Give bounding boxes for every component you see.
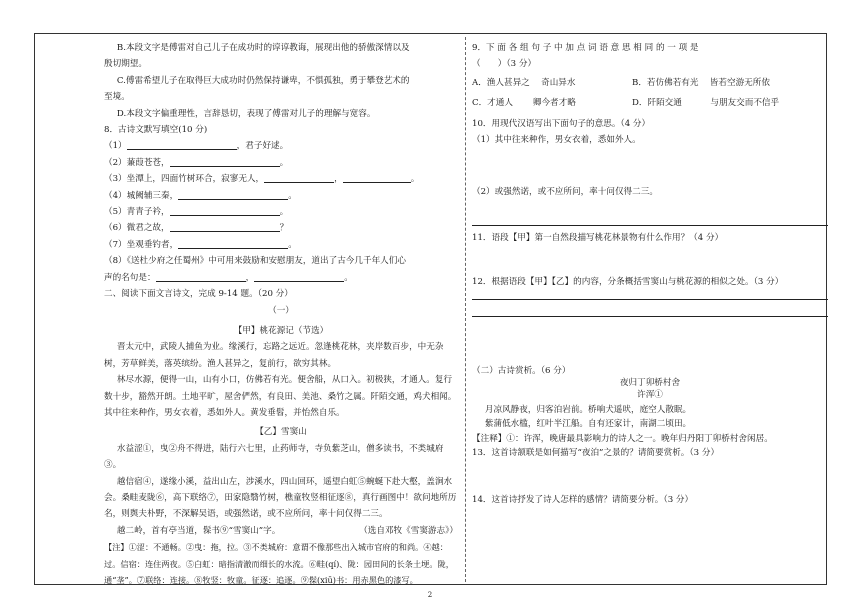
answer-blank[interactable] [343, 172, 411, 183]
q13-stem: 13．这首诗颔联是如何描写“夜泊”之景的？请简要赏析。（3 分） [472, 448, 720, 459]
q8-item-8: （8）《送杜少府之任蜀州》中可用来鼓励和安慰朋友，道出了古今几千年人们心 [104, 256, 406, 267]
passage-jia-title: 【甲】桃花源记（节选） [233, 325, 329, 336]
answer-blank[interactable] [170, 156, 280, 167]
passage-source: （选自邓牧《雪窦游志》） [359, 525, 458, 536]
answer-blank[interactable] [178, 189, 288, 200]
q10-1: （1）其中往来种作，男女衣着，悉如外人。 [472, 135, 641, 146]
passage-jia-p2: 林尽水源，便得一山，山有小口，仿佛若有光。便舍船，从口入。初极狭，才通人。复行数十步，豁然开朗。土地平旷，屋舍俨然，有良田、美池、桑竹之属。阡陌交通，鸡犬相闻。其中往来种作，男女衣着，悉如外人。黄发垂髫，并怡然自乐。 [104, 375, 457, 418]
subsection-2: （二）古诗赏析。（6 分） [472, 365, 571, 376]
q8-item-6: （6）微君之故， ？ [104, 223, 289, 234]
q8-item-1: （1） ，君子好逑。 [104, 141, 289, 152]
answer-blank[interactable] [127, 139, 237, 150]
right-column [472, 40, 828, 508]
poem-line-1: 月凉风静夜，归客泊岩前。桥响犬遥吠，庭空人散眠。 [484, 404, 692, 415]
q8-title: 8．古诗文默写填空(10 分) [104, 125, 208, 136]
q9-options-ab [472, 75, 828, 91]
answer-blank[interactable] [170, 205, 280, 216]
passage-notes: 【注】①涩：不通畅。②曳：拖，拉。③不类城府：意谓不像那些出入城市官府的和尚。④越：过。信宿：连住两夜。⑤白虹：暗指清澈而细长的水流。⑥畦(qí)、陇：园田间的长条土埂。陇，通“垄”。⑦联络：连接。⑧牧竖：牧童。征逐：追逐。⑨髹(xiū)书：用赤黑色的漆写。 [104, 542, 454, 585]
q9-options-cd [472, 95, 828, 111]
left-column [104, 40, 458, 588]
answer-blank[interactable] [254, 271, 344, 282]
answer-line[interactable] [472, 211, 828, 226]
poem-author: 许浑① [637, 390, 663, 401]
poem-title: 夜归丁卯桥村舍 [619, 378, 681, 389]
answer-blank[interactable] [264, 172, 334, 183]
passage-yi-title: 【乙】雪窦山 [255, 427, 307, 438]
page-number: 2 [427, 591, 433, 599]
subsection-1: （一） [268, 305, 294, 316]
q9-option-c: C．才通人 卿今者才略 [472, 98, 576, 109]
answer-line[interactable] [472, 291, 828, 300]
q9-option-b: B．若仿佛若有光 皆若空游无所依 [632, 77, 770, 88]
q8-item-3: （3）坐潭上，四面竹树环合，寂寥无人， ， 。 [104, 174, 420, 185]
option-c: C.傅雷希望儿子在取得巨大成功时仍然保持谦卑，不惧孤独，勇于攀登艺术的 [116, 75, 410, 86]
passage-yi-p3: 越二岭，首有亭当道，髹书⑨“雪窦山”字。 （选自邓牧《雪窦游志》） [104, 523, 458, 539]
q10-2: （2）或强然诺，或不应所问，率十问仅得二三。 [472, 187, 658, 198]
q9-stem: 9．下 面 各 组 句 子 中 加 点 词 语 意 思 相 同 的 一 项 是 [472, 43, 699, 53]
q8-item-4: （4）城阙辅三秦， 。 [104, 190, 297, 201]
option-b-cont: 殷切期望。 [104, 59, 147, 70]
answer-blank[interactable] [156, 271, 246, 282]
q9-option-a: A．渔人甚异之 奇山异水 [472, 77, 576, 88]
q10-stem: 10．用现代汉语写出下面句子的意思。（4 分） [472, 118, 651, 129]
passage-jia-p1: 晋太元中，武陵人捕鱼为业。缘溪行，忘路之远近。忽逢桃花林，夹岸数百步，中无杂树，芳草鲜美，落英缤纷。渔人甚异之，复前行，欲穷其林。 [104, 342, 444, 369]
q9-stem-cont: （ ）（3 分） [472, 59, 537, 70]
q9-option-d: D．阡陌交通 与朋友交而不信乎 [632, 98, 780, 109]
answer-blank[interactable] [170, 221, 280, 232]
q8-item-8-cont: 声的名句是： ， 。 [104, 272, 353, 283]
option-d: D.本段文字偏重理性，言辞恳切，表现了傅雷对儿子的理解与宽容。 [116, 108, 376, 119]
section-2-title: 二、阅读下面文言诗文，完成 9-14 题。（20 分） [104, 289, 293, 300]
q11-stem: 11．语段【甲】第一自然段描写桃花林景物有什么作用？（4 分） [472, 232, 724, 243]
poem-line-2: 紫蒲低水槛，红叶半江船。自有还家计，南湖二顷田。 [484, 419, 692, 430]
q12-stem: 12．根据语段【甲】【乙】的内容，分条概括雪窦山与桃花源的相似之处。（3 分） [472, 277, 784, 288]
q8-item-5: （5）青青子衿， 。 [104, 207, 289, 218]
q8-item-2: （2）蒹葭苍苍， 。 [104, 157, 289, 168]
answer-blank[interactable] [178, 238, 288, 249]
column-divider [465, 37, 466, 582]
poem-note: 【注释】①：许浑，晚唐最具影响力的诗人之一。晚年归丹阳丁卯桥村舍闲居。 [472, 433, 773, 444]
answer-line[interactable] [472, 308, 828, 317]
q8-item-7: （7）坐观垂钓者， 。 [104, 239, 297, 250]
option-c-cont: 至境。 [104, 92, 130, 103]
q14-stem: 14．这首诗抒发了诗人怎样的感情？请简要分析。（3 分） [472, 494, 694, 505]
passage-yi-p2: 越信宿④，遂缘小溪，益出山左，涉溪水，四山回环，遥望白虹⑤蜿蜒下赴大壑，盖涧水会。桑畦麦陇⑥，高下联络⑦，田家隐翳竹树，樵童牧竖相征逐⑧，真行画图中！欲问地所历名，则舆夫朴野，不深解吴语，或强然诺，或不应所问，率十问仅得二三。 [104, 476, 457, 520]
option-b: B.本段文字是傅雷对自己儿子在成功时的谆谆教诲，展现出他的骄傲深情以及 [116, 43, 410, 53]
passage-yi-p1: 水益涩①，曳②舟不得进，陆行六七里，止药师寺，寺负紫芝山，僧多读书，不类城府③。 [104, 443, 444, 471]
